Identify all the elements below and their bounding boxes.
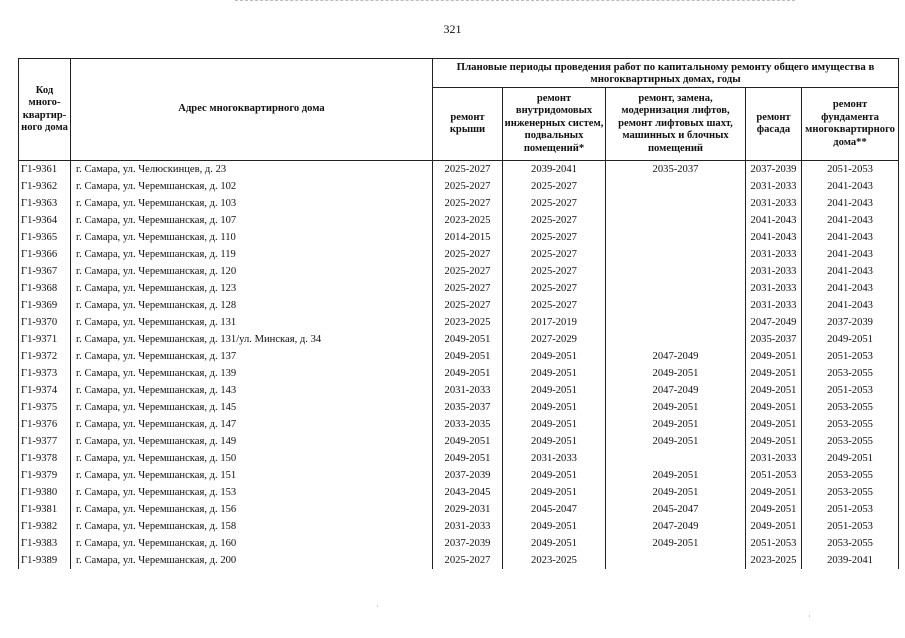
cell-engineering: 2025-2027 (503, 297, 606, 314)
table-row (19, 535, 899, 552)
cell-foundation: 2049-2051 (802, 450, 899, 467)
cell-address: г. Самара, ул. Челюскинцев, д. 23 (71, 161, 433, 179)
cell-code: Г1-9389 (19, 552, 71, 569)
header-lifts: ремонт, замена, модернизация лифтов, ремонт лифтовых шахт, машинных и блочных помещений (606, 88, 746, 161)
cell-lifts (606, 297, 746, 314)
cell-address: г. Самара, ул. Черемшанская, д. 131 (71, 314, 433, 331)
cell-engineering: 2025-2027 (503, 280, 606, 297)
cell-address: г. Самара, ул. Черемшанская, д. 139 (71, 365, 433, 382)
cell-engineering: 2023-2025 (503, 552, 606, 569)
cell-engineering: 2039-2041 (503, 161, 606, 179)
cell-lifts (606, 280, 746, 297)
cell-code: Г1-9366 (19, 246, 71, 263)
cell-engineering: 2049-2051 (503, 518, 606, 535)
cell-address: г. Самара, ул. Черемшанская, д. 128 (71, 297, 433, 314)
cell-code: Г1-9362 (19, 178, 71, 195)
cell-foundation: 2049-2051 (802, 331, 899, 348)
capital-repair-table (18, 58, 899, 569)
table-row (19, 314, 899, 331)
cell-lifts (606, 178, 746, 195)
table-body (19, 161, 899, 570)
cell-code: Г1-9381 (19, 501, 71, 518)
cell-address: г. Самара, ул. Черемшанская, д. 153 (71, 484, 433, 501)
cell-facade: 2049-2051 (746, 518, 802, 535)
cell-code: Г1-9380 (19, 484, 71, 501)
cell-lifts (606, 263, 746, 280)
cell-facade: 2041-2043 (746, 212, 802, 229)
cell-lifts (606, 212, 746, 229)
cell-code: Г1-9383 (19, 535, 71, 552)
cell-roof: 2023-2025 (433, 212, 503, 229)
table-row (19, 229, 899, 246)
table-row (19, 450, 899, 467)
cell-lifts: 2049-2051 (606, 433, 746, 450)
cell-engineering: 2025-2027 (503, 263, 606, 280)
cell-code: Г1-9382 (19, 518, 71, 535)
table-row (19, 212, 899, 229)
cell-address: г. Самара, ул. Черемшанская, д. 143 (71, 382, 433, 399)
table-row (19, 552, 899, 569)
cell-foundation: 2041-2043 (802, 280, 899, 297)
cell-code: Г1-9370 (19, 314, 71, 331)
cell-facade: 2031-2033 (746, 263, 802, 280)
cell-lifts (606, 229, 746, 246)
cell-lifts: 2047-2049 (606, 348, 746, 365)
cell-roof: 2043-2045 (433, 484, 503, 501)
cell-facade: 2049-2051 (746, 416, 802, 433)
table-row (19, 518, 899, 535)
scan-speck: · (376, 602, 379, 611)
cell-facade: 2049-2051 (746, 501, 802, 518)
cell-code: Г1-9377 (19, 433, 71, 450)
cell-address: г. Самара, ул. Черемшанская, д. 119 (71, 246, 433, 263)
cell-address: г. Самара, ул. Черемшанская, д. 102 (71, 178, 433, 195)
cell-foundation: 2051-2053 (802, 161, 899, 179)
cell-roof: 2037-2039 (433, 467, 503, 484)
cell-code: Г1-9369 (19, 297, 71, 314)
cell-roof: 2025-2027 (433, 161, 503, 179)
table-row (19, 467, 899, 484)
cell-lifts: 2049-2051 (606, 399, 746, 416)
cell-address: г. Самара, ул. Черемшанская, д. 120 (71, 263, 433, 280)
cell-address: г. Самара, ул. Черемшанская, д. 156 (71, 501, 433, 518)
cell-facade: 2051-2053 (746, 535, 802, 552)
table-row (19, 280, 899, 297)
cell-lifts: 2035-2037 (606, 161, 746, 179)
cell-address: г. Самара, ул. Черемшанская, д. 107 (71, 212, 433, 229)
cell-engineering: 2027-2029 (503, 331, 606, 348)
cell-code: Г1-9365 (19, 229, 71, 246)
table-row (19, 263, 899, 280)
cell-lifts: 2049-2051 (606, 535, 746, 552)
cell-code: Г1-9364 (19, 212, 71, 229)
cell-code: Г1-9375 (19, 399, 71, 416)
cell-foundation: 2051-2053 (802, 348, 899, 365)
cell-address: г. Самара, ул. Черемшанская, д. 160 (71, 535, 433, 552)
cell-facade: 2047-2049 (746, 314, 802, 331)
cell-engineering: 2049-2051 (503, 416, 606, 433)
cell-engineering: 2049-2051 (503, 365, 606, 382)
cell-engineering: 2049-2051 (503, 484, 606, 501)
table-row (19, 297, 899, 314)
cell-facade: 2051-2053 (746, 467, 802, 484)
cell-foundation: 2053-2055 (802, 365, 899, 382)
cell-lifts: 2047-2049 (606, 518, 746, 535)
header-roof: ремонт крыши (433, 88, 503, 161)
cell-address: г. Самара, ул. Черемшанская, д. 150 (71, 450, 433, 467)
cell-lifts: 2049-2051 (606, 365, 746, 382)
cell-engineering: 2049-2051 (503, 467, 606, 484)
cell-engineering: 2049-2051 (503, 433, 606, 450)
cell-foundation: 2041-2043 (802, 195, 899, 212)
cell-foundation: 2051-2053 (802, 501, 899, 518)
cell-foundation: 2037-2039 (802, 314, 899, 331)
cell-foundation: 2041-2043 (802, 229, 899, 246)
cell-engineering: 2017-2019 (503, 314, 606, 331)
table-row (19, 195, 899, 212)
cell-foundation: 2039-2041 (802, 552, 899, 569)
cell-engineering: 2025-2027 (503, 178, 606, 195)
cell-code: Г1-9367 (19, 263, 71, 280)
cell-address: г. Самара, ул. Черемшанская, д. 131/ул. Минская, д. 34 (71, 331, 433, 348)
cell-address: г. Самара, ул. Черемшанская, д. 149 (71, 433, 433, 450)
cell-address: г. Самара, ул. Черемшанская, д. 147 (71, 416, 433, 433)
cell-facade: 2049-2051 (746, 399, 802, 416)
cell-code: Г1-9363 (19, 195, 71, 212)
cell-facade: 2049-2051 (746, 382, 802, 399)
cell-lifts (606, 314, 746, 331)
cell-foundation: 2041-2043 (802, 246, 899, 263)
page-number: 321 (443, 22, 462, 36)
header-address: Адрес многоквартирного дома (71, 59, 433, 161)
cell-foundation: 2051-2053 (802, 518, 899, 535)
scan-top-rule (235, 0, 795, 2)
cell-facade: 2037-2039 (746, 161, 802, 179)
cell-code: Г1-9376 (19, 416, 71, 433)
cell-facade: 2049-2051 (746, 484, 802, 501)
table-row (19, 331, 899, 348)
cell-engineering: 2049-2051 (503, 399, 606, 416)
cell-engineering: 2049-2051 (503, 535, 606, 552)
cell-foundation: 2053-2055 (802, 484, 899, 501)
cell-facade: 2031-2033 (746, 246, 802, 263)
cell-foundation: 2051-2053 (802, 382, 899, 399)
cell-roof: 2023-2025 (433, 314, 503, 331)
cell-address: г. Самара, ул. Черемшанская, д. 151 (71, 467, 433, 484)
cell-foundation: 2053-2055 (802, 467, 899, 484)
cell-code: Г1-9361 (19, 161, 71, 179)
cell-lifts (606, 450, 746, 467)
cell-roof: 2031-2033 (433, 518, 503, 535)
cell-roof: 2035-2037 (433, 399, 503, 416)
cell-code: Г1-9373 (19, 365, 71, 382)
cell-engineering: 2025-2027 (503, 212, 606, 229)
cell-lifts: 2049-2051 (606, 467, 746, 484)
table-row (19, 348, 899, 365)
cell-foundation: 2041-2043 (802, 263, 899, 280)
cell-facade: 2031-2033 (746, 195, 802, 212)
table-row (19, 433, 899, 450)
cell-lifts (606, 246, 746, 263)
header-engineering: ремонт внутридомовых инженерных систем, подвальных помещений* (503, 88, 606, 161)
cell-roof: 2025-2027 (433, 178, 503, 195)
cell-engineering: 2025-2027 (503, 195, 606, 212)
cell-roof: 2049-2051 (433, 433, 503, 450)
cell-roof: 2025-2027 (433, 552, 503, 569)
cell-lifts: 2047-2049 (606, 382, 746, 399)
cell-code: Г1-9372 (19, 348, 71, 365)
cell-facade: 2031-2033 (746, 297, 802, 314)
cell-address: г. Самара, ул. Черемшанская, д. 145 (71, 399, 433, 416)
table-row (19, 501, 899, 518)
cell-code: Г1-9379 (19, 467, 71, 484)
table-row (19, 416, 899, 433)
cell-facade: 2049-2051 (746, 348, 802, 365)
cell-foundation: 2053-2055 (802, 399, 899, 416)
cell-roof: 2025-2027 (433, 280, 503, 297)
cell-lifts (606, 552, 746, 569)
cell-code: Г1-9374 (19, 382, 71, 399)
cell-facade: 2031-2033 (746, 178, 802, 195)
cell-code: Г1-9371 (19, 331, 71, 348)
header-foundation: ремонт фундамента многоквартирного дома** (802, 88, 899, 161)
header-code: Код много-квартир-ного дома (19, 59, 71, 161)
cell-address: г. Самара, ул. Черемшанская, д. 137 (71, 348, 433, 365)
cell-engineering: 2049-2051 (503, 348, 606, 365)
cell-lifts: 2045-2047 (606, 501, 746, 518)
cell-roof: 2025-2027 (433, 297, 503, 314)
table-row (19, 161, 899, 179)
cell-foundation: 2053-2055 (802, 416, 899, 433)
cell-foundation: 2053-2055 (802, 535, 899, 552)
table-row (19, 246, 899, 263)
cell-code: Г1-9378 (19, 450, 71, 467)
cell-facade: 2049-2051 (746, 365, 802, 382)
cell-roof: 2025-2027 (433, 195, 503, 212)
cell-engineering: 2045-2047 (503, 501, 606, 518)
cell-address: г. Самара, ул. Черемшанская, д. 123 (71, 280, 433, 297)
cell-address: г. Самара, ул. Черемшанская, д. 200 (71, 552, 433, 569)
cell-engineering: 2025-2027 (503, 229, 606, 246)
header-periods-group: Плановые периоды проведения работ по капитальному ремонту общего имущества в многоквартирных домах, годы (433, 59, 899, 88)
cell-engineering: 2049-2051 (503, 382, 606, 399)
cell-roof: 2037-2039 (433, 535, 503, 552)
cell-roof: 2029-2031 (433, 501, 503, 518)
cell-facade: 2041-2043 (746, 229, 802, 246)
cell-facade: 2035-2037 (746, 331, 802, 348)
cell-lifts: 2049-2051 (606, 484, 746, 501)
table-row (19, 365, 899, 382)
cell-roof: 2049-2051 (433, 365, 503, 382)
cell-roof: 2025-2027 (433, 246, 503, 263)
table-row (19, 399, 899, 416)
scan-speck: · (808, 612, 811, 621)
cell-roof: 2025-2027 (433, 263, 503, 280)
cell-roof: 2049-2051 (433, 450, 503, 467)
cell-foundation: 2041-2043 (802, 178, 899, 195)
cell-foundation: 2053-2055 (802, 433, 899, 450)
cell-lifts (606, 195, 746, 212)
cell-lifts (606, 331, 746, 348)
table-row (19, 178, 899, 195)
cell-roof: 2014-2015 (433, 229, 503, 246)
cell-facade: 2049-2051 (746, 433, 802, 450)
cell-engineering: 2031-2033 (503, 450, 606, 467)
table-row (19, 484, 899, 501)
cell-roof: 2049-2051 (433, 331, 503, 348)
cell-foundation: 2041-2043 (802, 297, 899, 314)
header-facade: ремонт фасада (746, 88, 802, 161)
cell-facade: 2023-2025 (746, 552, 802, 569)
cell-facade: 2031-2033 (746, 280, 802, 297)
cell-roof: 2049-2051 (433, 348, 503, 365)
table-row (19, 382, 899, 399)
cell-engineering: 2025-2027 (503, 246, 606, 263)
cell-address: г. Самара, ул. Черемшанская, д. 158 (71, 518, 433, 535)
cell-code: Г1-9368 (19, 280, 71, 297)
cell-facade: 2031-2033 (746, 450, 802, 467)
cell-roof: 2031-2033 (433, 382, 503, 399)
cell-address: г. Самара, ул. Черемшанская, д. 103 (71, 195, 433, 212)
cell-roof: 2033-2035 (433, 416, 503, 433)
cell-address: г. Самара, ул. Черемшанская, д. 110 (71, 229, 433, 246)
cell-foundation: 2041-2043 (802, 212, 899, 229)
cell-lifts: 2049-2051 (606, 416, 746, 433)
